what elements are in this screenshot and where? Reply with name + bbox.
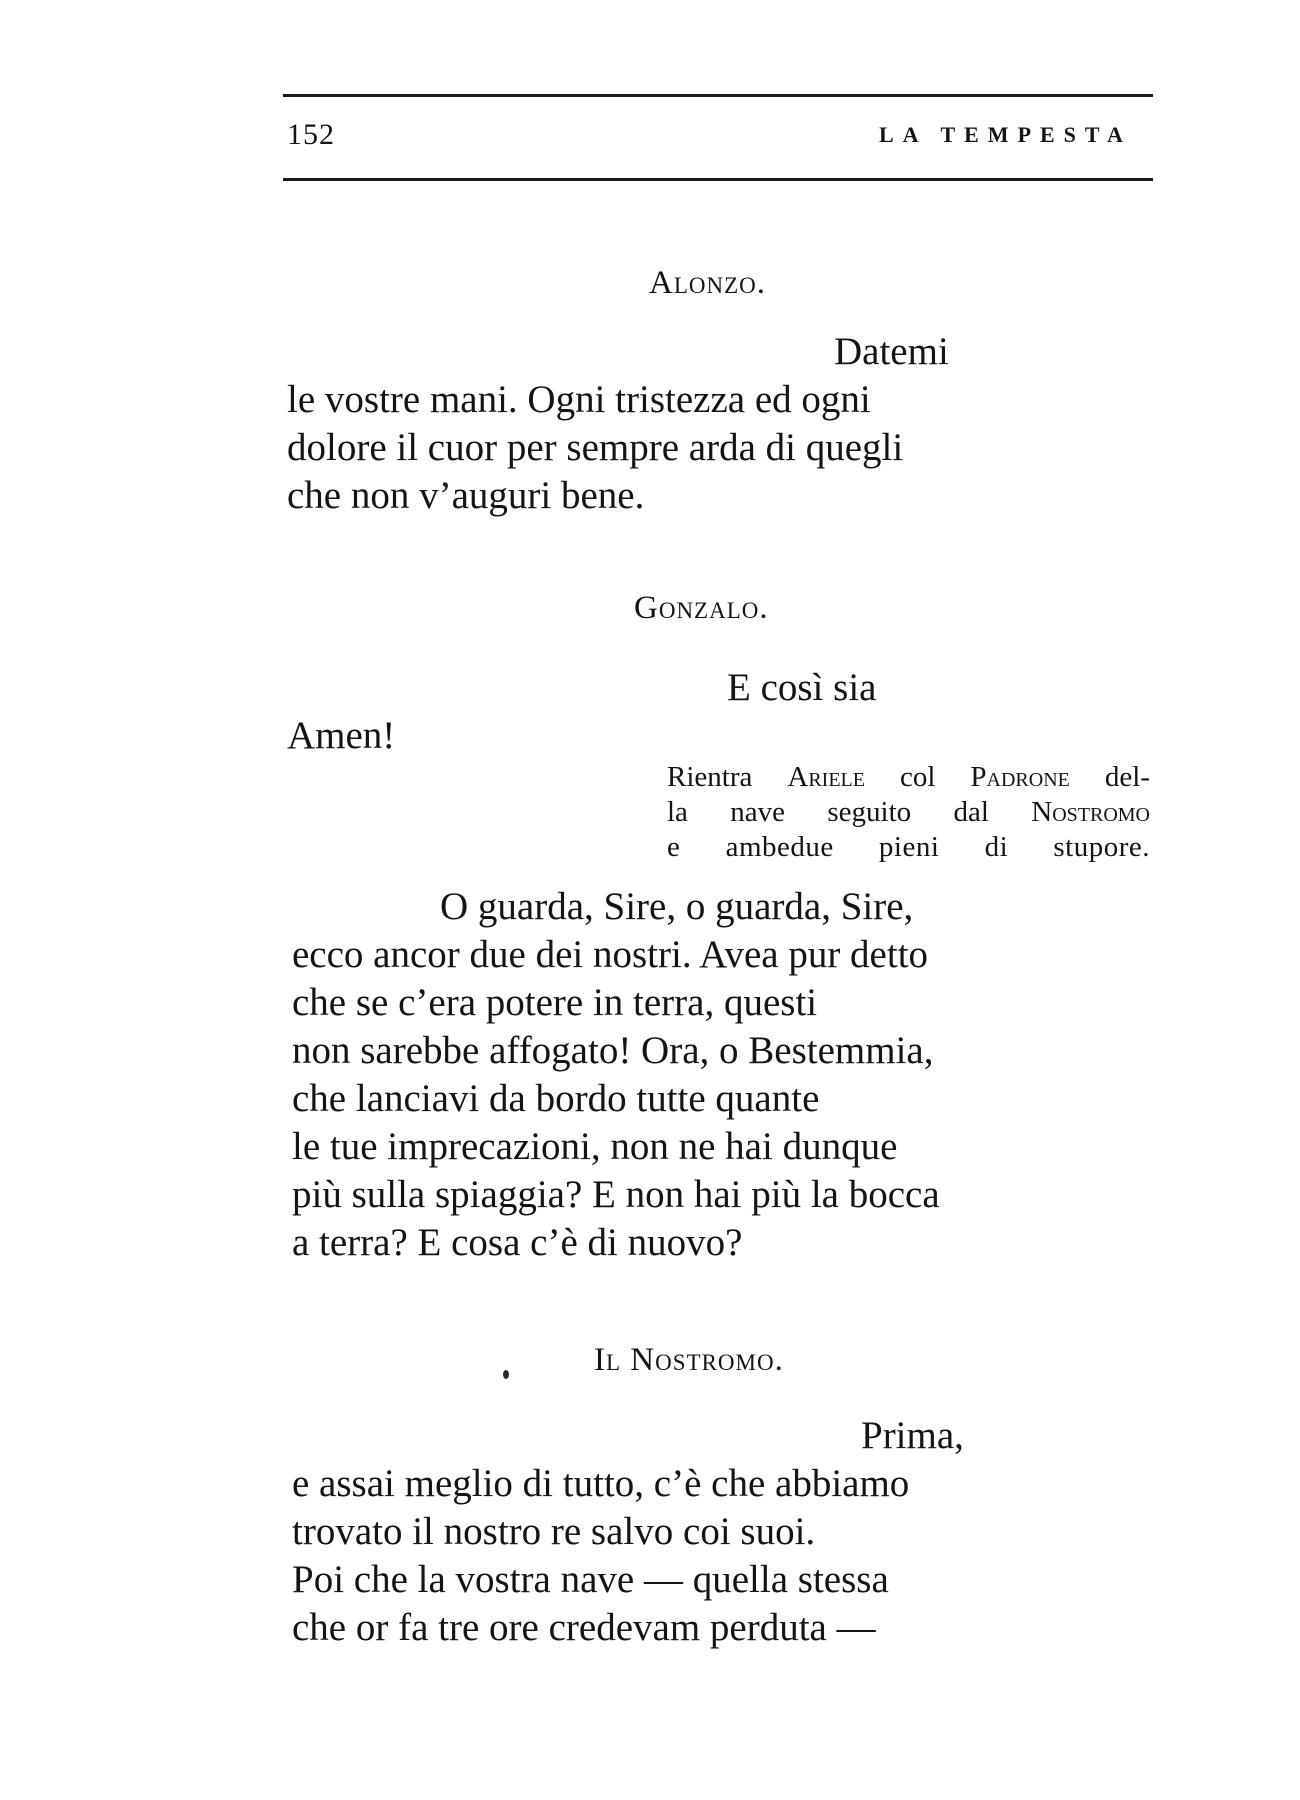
- character-name: Padrone: [970, 761, 1070, 793]
- nostromo-line: e assai meglio di tutto, c’è che abbiamo: [292, 1462, 910, 1505]
- gonzalo-line: ecco ancor due dei nostri. Avea pur detto: [292, 933, 929, 976]
- gonzalo-line: più sulla spiaggia? E non hai più la bocca: [292, 1173, 940, 1216]
- gonzalo-line: a terra? E cosa c’è di nuovo?: [292, 1221, 743, 1264]
- alonzo-line: dolore il cuor per sempre arda di quegli: [287, 426, 904, 469]
- gonzalo-line: le tue imprecazioni, non ne hai dunque: [292, 1125, 898, 1168]
- ink-speck: [503, 1370, 509, 1379]
- gonzalo-line: E così sia: [727, 666, 877, 709]
- nostromo-line: trovato il nostro re salvo coi suoi.: [292, 1510, 816, 1553]
- nostromo-speech: [292, 1412, 964, 1652]
- gonzalo-line: che se c’era potere in terra, questi: [292, 981, 818, 1024]
- running-head: [283, 118, 1153, 158]
- page-number: 152: [287, 118, 335, 151]
- alonzo-line: Datemi: [834, 330, 949, 373]
- stage-direction-line: e ambedue pieni di stupore.: [667, 831, 1150, 863]
- nostromo-line: Prima,: [861, 1414, 964, 1457]
- alonzo-line: che non v’auguri bene.: [287, 474, 645, 517]
- running-title: LA TEMPESTA: [879, 122, 1132, 147]
- character-name: Ariele: [787, 761, 865, 793]
- gonzalo-line: O guarda, Sire, o guarda, Sire,: [440, 885, 914, 928]
- stage-direction: [667, 760, 1150, 865]
- gonzalo-speech: [292, 883, 940, 1267]
- speaker-alonzo: Alonzo.: [649, 265, 767, 301]
- speaker-nostromo: Il Nostromo.: [594, 1342, 784, 1378]
- alonzo-speech: [287, 328, 949, 520]
- stage-direction-line: la nave seguito dal Nostromo: [667, 796, 1150, 828]
- header-bottom-rule: [283, 178, 1153, 181]
- gonzalo-line: Amen!: [287, 714, 396, 757]
- alonzo-line: le vostre mani. Ogni tristezza ed ogni: [287, 378, 871, 421]
- nostromo-line: Poi che la vostra nave — quella stessa: [292, 1558, 889, 1601]
- header-top-rule: [283, 94, 1153, 97]
- speaker-gonzalo: Gonzalo.: [634, 590, 769, 626]
- gonzalo-line: che lanciavi da bordo tutte quante: [292, 1077, 820, 1120]
- stage-direction-line: Rientra Ariele col Padrone del-: [667, 761, 1150, 793]
- nostromo-line: che or fa tre ore credevam perduta —: [292, 1606, 876, 1649]
- gonzalo-line: non sarebbe affogato! Ora, o Bestemmia,: [292, 1029, 934, 1072]
- character-name: Nostromo: [1031, 796, 1150, 828]
